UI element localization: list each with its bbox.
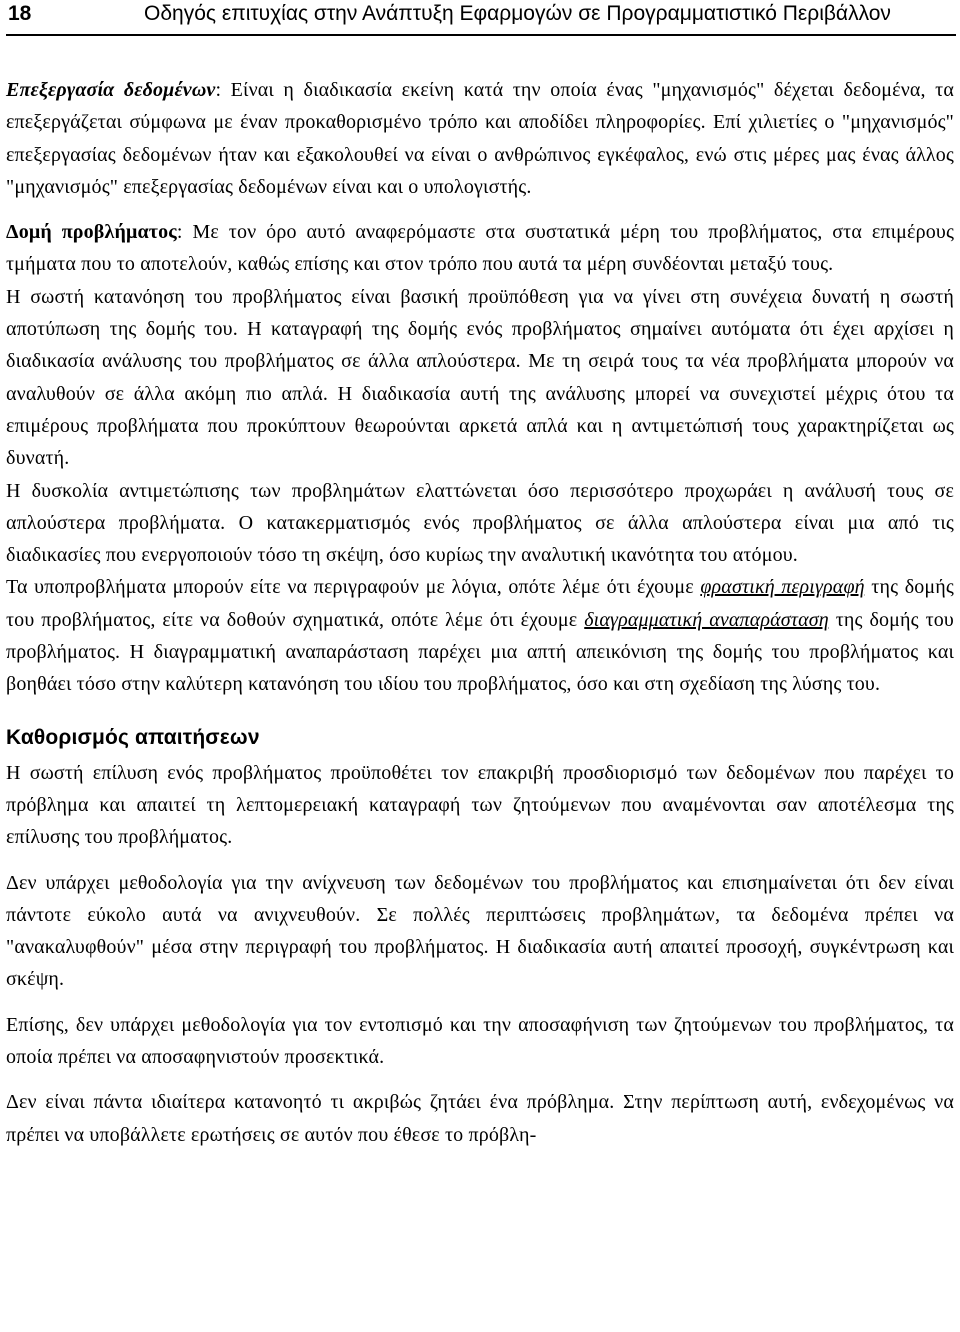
section-heading: Καθορισμός απαιτήσεων bbox=[6, 725, 260, 749]
paragraph-text: : Είναι η διαδικασία εκείνη κατά την οποία ένας "μηχανισμός" δέχεται δεδομένα, τα επεξεργάζεται σύμφωνα με έναν προκαθορισμένο τρόπο και αποδίδει πληροφορίες. Επί χιλιετίες ο "μηχανισμός" επεξεργασίας δεδομένων ήταν και εξακολουθεί να είναι ο ανθρώπινος εγκέφαλος, ενώ στις μέρες μας ένας άλλος "μηχανισμός" επεξεργασίας δεδομένων είναι και ο υπολογιστής. bbox=[6, 79, 955, 198]
paragraph-text: : Με τον όρο αυτό αναφερόμαστε στα συστατικά μέρη του προβλήματος, στα επιμέρους τμήματα που το αποτελούν, καθώς επίσης και στον τρόπο που αυτά τα μέρη συνδέονται μεταξύ τους. bbox=[6, 221, 955, 276]
page-number: 18 bbox=[8, 2, 32, 25]
term-problem-structure: Δομή προβλήματος bbox=[6, 221, 177, 244]
book-title: Οδηγός επιτυχίας στην Ανάπτυξη Εφαρμογών σε Προγραμματιστικό Περιβάλλον bbox=[144, 2, 891, 25]
paragraph-requirements: Η σωστή επίλυση ενός προβλήματος προϋποθέτει τον επακριβή προσδιορισμό των δεδομένων που παρέχει το πρόβλημα και απαιτεί τη λεπτομερειακή καταγραφή των ζητούμενων που αναμένονται σαν αποτέλεσμα της επίλυσης του προβλήματος. bbox=[6, 761, 954, 849]
term-data-processing: Επεξεργασία δεδομένων bbox=[6, 79, 216, 101]
paragraph-goals: Επίσης, δεν υπάρχει μεθοδολογία για τον εντοπισμό και την αποσαφήνιση των ζητούμενων του προβλήματος, τα οποία πρέπει να αποσαφηνιστούν προσεκτικά. bbox=[6, 1013, 954, 1069]
paragraph-text: Τα υποπροβλήματα μπορούν είτε να περιγραφούν με λόγια, οπότε λέμε ότι έχουμε bbox=[6, 576, 701, 599]
paragraph-text: της δομής του προβλήματος. Η διαγραμματική αναπαράσταση παρέχει μια απτή απεικόνιση της δομής του προβλήματος και βοηθάει τόσο στην καλύτερη κατανόηση του ιδίου του προβλήματος, όσο και στη σχεδίαση της λύσης του. bbox=[6, 608, 954, 696]
paragraph-understanding: Η σωστή κατανόηση του προβλήματος είναι βασική προϋπόθεση για να γίνει στη συνέχεια δυνατή η σωστή αποτύπωση της δομής του. Η καταγραφή της δομής ενός προβλήματος σημαίνει αυτόματα ότι έχει αρχίσει η διαδικασία ανάλυσης του προβλήματος σε άλλα απλούστερα. Με τη σειρά τους τα νέα προβλήματα μπορούν να αναλυθούν σε άλλα ακόμη πιο απλά. Η διαδικασία αυτή της ανάλυσης μπορεί να συνεχιστεί μέχρις ότου τα επιμέρους προβλήματα που προκύπτουν θεωρούνται αρκετά απλά και η αντιμετώπισή τους χαρακτηρίζεται ως δυνατή. bbox=[6, 285, 954, 470]
paragraph-text: της δομής του προβλήματος, είτε να δοθούν σχηματικά, οπότε λέμε ότι έχουμε bbox=[6, 576, 954, 631]
paragraph-difficulty: Η δυσκολία αντιμετώπισης των προβλημάτων ελαττώνεται όσο περισσότερο προχωράει η ανάλυσή τους σε απλούστερα προβλήματα. Ο κατακερματισμός ενός προβλήματος σε άλλα απλούστερα είναι μια από τις διαδικασίες που ενεργοποιούν τόσο τη σκέψη, όσο κυρίως την αναλυτική ικανότητα του ατόμου. bbox=[6, 479, 954, 567]
body-text bbox=[6, 74, 954, 1151]
paragraph-subproblems bbox=[6, 571, 954, 700]
paragraph-data-processing bbox=[6, 74, 954, 203]
paragraph-data-detection: Δεν υπάρχει μεθοδολογία για την ανίχνευση των δεδομένων του προβλήματος και επισημαίνεται ότι δεν είναι πάντοτε εύκολο αυτά να ανιχνευθούν. Σε πολλές περιπτώσεις προβλημάτων, τα δεδομένα πρέπει να "ανακαλυφθούν" μέσα στην περιγραφή του προβλήματος. Η διαδικασία αυτή απαιτεί προσοχή, συγκέντρωση και σκέψη. bbox=[6, 871, 954, 991]
term-verbal-description: φραστική περιγραφή bbox=[700, 576, 865, 599]
paragraph-clarity: Δεν είναι πάντα ιδιαίτερα κατανοητό τι ακριβώς ζητάει ένα πρόβλημα. Στην περίπτωση αυτή, ενδεχομένως να πρέπει να υποβάλλετε ερωτήσεις σε αυτόν που έθεσε το πρόβλη- bbox=[6, 1091, 954, 1146]
paragraph-problem-structure bbox=[6, 216, 954, 281]
term-diagrammatic-representation: διαγραμματική αναπαράσταση bbox=[584, 608, 829, 631]
page-header bbox=[6, 0, 956, 36]
